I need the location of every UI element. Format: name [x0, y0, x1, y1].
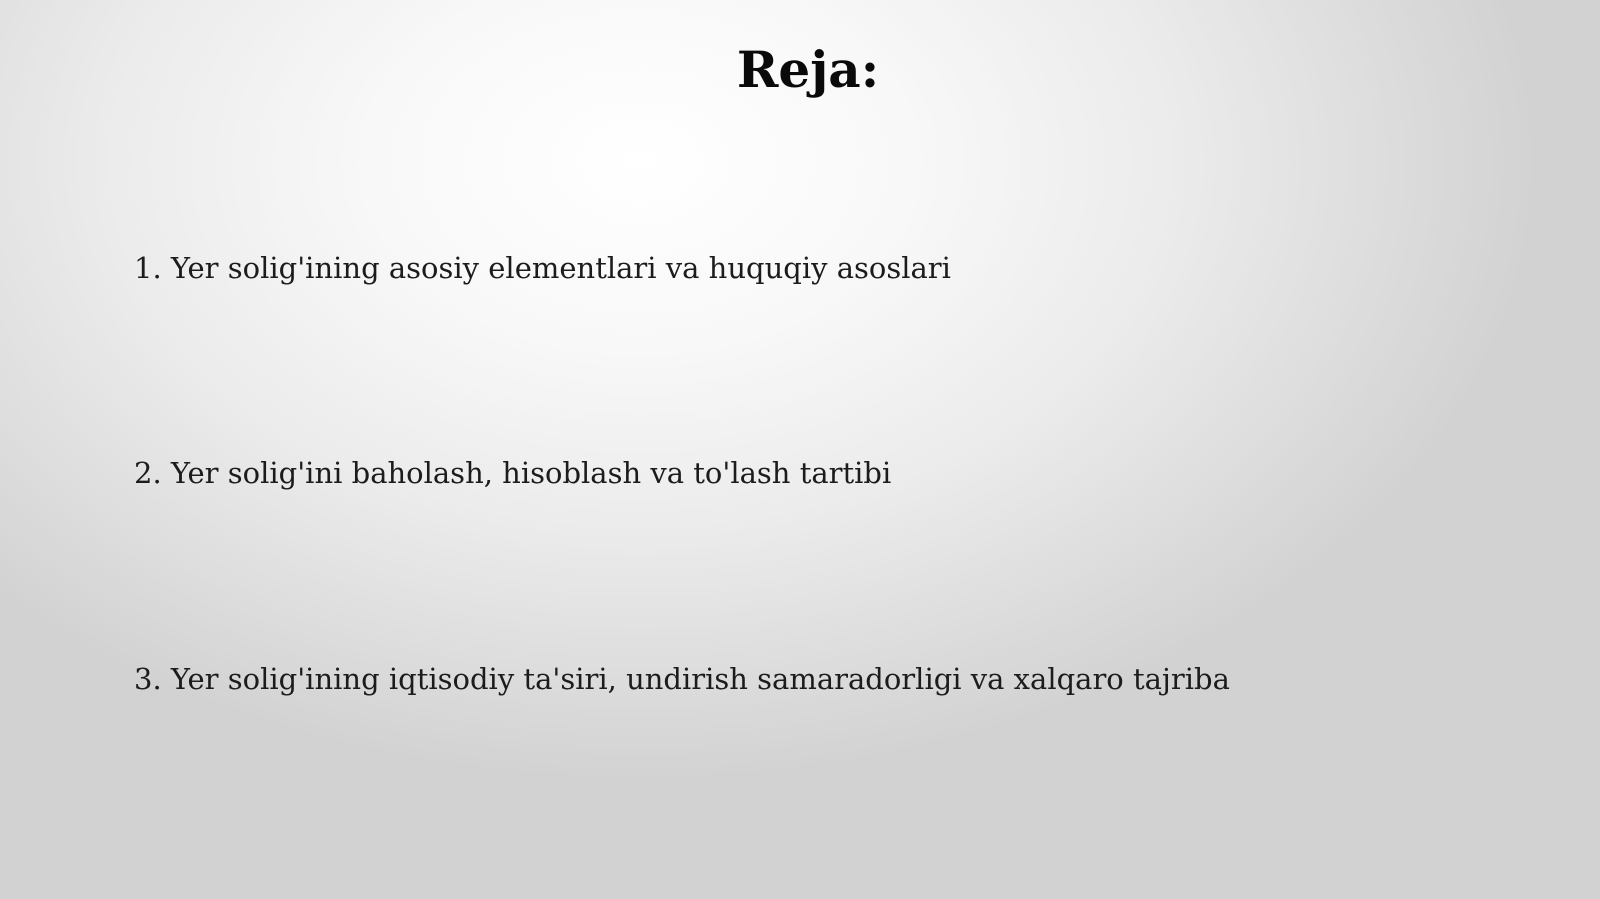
plan-item-3: 3. Yer solig'ining iqtisodiy ta'siri, undirish samaradorligi va xalqaro tajriba: [134, 662, 1230, 696]
plan-item-2: 2. Yer solig'ini baholash, hisoblash va to'lash tartibi: [134, 456, 892, 490]
plan-item-1: 1. Yer solig'ining asosiy elementlari va huquqiy asoslari: [134, 251, 951, 285]
slide-title: Reja:: [736, 40, 880, 99]
